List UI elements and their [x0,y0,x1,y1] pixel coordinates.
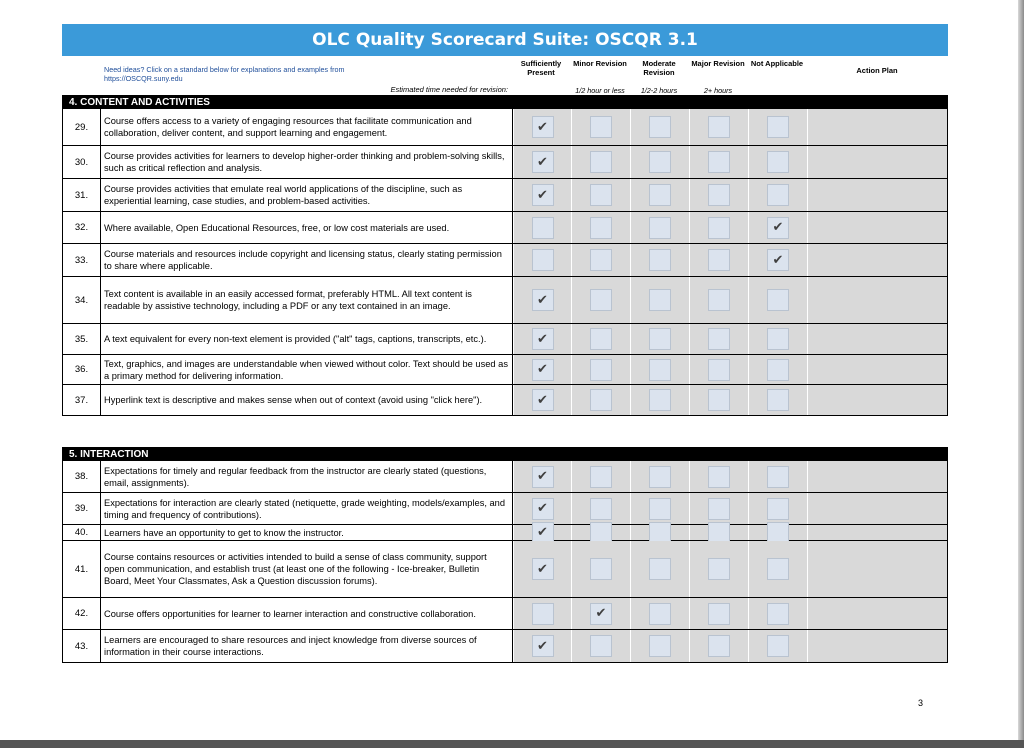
checkmark-icon: ✔ [537,469,548,484]
action-plan-field[interactable] [808,385,947,415]
major-revision-checkbox[interactable] [708,184,730,206]
rating-cell [690,277,749,323]
standard-number: 35. [63,324,101,354]
not-applicable-checkbox[interactable] [767,466,789,488]
rating-cell [513,244,572,276]
minor-revision-checkbox[interactable] [590,184,612,206]
col-minor-revision-header: Minor Revision [573,59,627,68]
rating-cell [631,541,690,597]
sufficiently-present-checkbox[interactable] [532,603,554,625]
rating-cell [749,461,808,492]
rating-cell [572,598,631,629]
rating-cell [572,355,631,384]
rating-cell [690,461,749,492]
rating-cell [572,146,631,178]
standard-number: 37. [63,385,101,415]
standard-number: 42. [63,598,101,629]
moderate-revision-checkbox[interactable] [649,151,671,173]
col-moderate-revision-header: Moderate Revision [642,59,676,77]
page-title: OLC Quality Scorecard Suite: OSCQR 3.1 [62,24,948,56]
standard-text-link[interactable]: Course contains resources or activities intended to build a sense of class community, support open communication, and establish trust (at least one of the following - Ice-breaker, Bulletin Board, Meet Your Classmates, Ask a Question discussion forums). [101,541,513,597]
standard-number: 33. [63,244,101,276]
moderate-revision-checkbox[interactable] [649,116,671,138]
rating-cell [690,244,749,276]
major-time-estimate: 2+ hours [703,86,733,95]
rating-cell [690,324,749,354]
minor-revision-checkbox[interactable] [590,289,612,311]
action-plan-field[interactable] [808,525,947,540]
checkmark-icon: ✔ [537,638,548,654]
action-plan-header: Action Plan [856,66,898,75]
minor-revision-checkbox[interactable] [590,498,612,520]
rating-cell [749,355,808,384]
action-plan-field[interactable] [808,598,947,629]
rating-cell [631,146,690,178]
standard-row [63,323,947,354]
moderate-revision-checkbox[interactable] [649,389,671,411]
standard-text-link[interactable]: Where available, Open Educational Resources, free, or low cost materials are used. [101,212,513,243]
rating-cell [631,109,690,145]
rating-cell [690,355,749,384]
moderate-revision-checkbox[interactable] [649,558,671,580]
rating-cell [749,109,808,145]
standard-row [63,211,947,243]
rating-cell [513,179,572,211]
page-bottom-edge [0,740,1024,748]
estimated-time-label: Estimated time needed for revision: [390,85,508,94]
minor-revision-checkbox[interactable] [590,249,612,271]
page-number: 3 [918,698,924,708]
rating-cell [572,109,631,145]
rating-cell [749,525,808,540]
not-applicable-checkbox[interactable] [767,184,789,206]
rating-cell [690,525,749,540]
rating-cell [513,277,572,323]
standard-number: 29. [63,109,101,145]
rating-cell [513,212,572,243]
standard-number: 31. [63,179,101,211]
moderate-revision-checkbox[interactable] [649,249,671,271]
rating-cell [749,598,808,629]
major-revision-checkbox[interactable] [708,249,730,271]
moderate-revision-checkbox[interactable] [649,184,671,206]
rating-cell [749,385,808,415]
sufficiently-present-checkbox[interactable] [532,359,554,381]
standard-number: 38. [63,461,101,492]
sufficiently-present-checkbox[interactable] [532,116,554,138]
rating-cell [572,493,631,524]
standard-number: 40. [63,525,101,540]
rating-cell [572,179,631,211]
rating-cell [749,541,808,597]
standard-text-link[interactable]: Text, graphics, and images are understandable when viewed without color. Text should be used as a primary method for delivering information. [101,355,513,384]
rating-cell [572,525,631,540]
rating-cell [749,277,808,323]
checkmark-icon: ✔ [537,154,548,170]
moderate-revision-checkbox[interactable] [649,359,671,381]
minor-revision-checkbox[interactable] [590,389,612,411]
checkmark-icon: ✔ [537,187,548,203]
minor-time-estimate: 1/2 hour or less [575,86,625,95]
rating-cell [749,212,808,243]
rating-cell [572,461,631,492]
major-revision-checkbox[interactable] [708,116,730,138]
rating-cell [631,525,690,540]
rating-cell [513,146,572,178]
minor-revision-checkbox[interactable] [590,217,612,239]
rating-cell [690,212,749,243]
section-content-activities [62,95,948,416]
rating-cell [690,109,749,145]
action-plan-field[interactable] [808,212,947,243]
rating-cell [749,493,808,524]
rating-cell [631,244,690,276]
sufficiently-present-checkbox[interactable] [532,328,554,350]
action-plan-field[interactable] [808,461,947,492]
major-revision-checkbox[interactable] [708,498,730,520]
checkmark-icon: ✔ [595,606,607,621]
rating-cell [513,525,572,540]
rating-cell [631,324,690,354]
sufficiently-present-checkbox[interactable] [532,498,554,520]
standard-text-link[interactable]: Learners have an opportunity to get to know the instructor. [101,525,513,540]
rating-cell [513,109,572,145]
minor-revision-checkbox[interactable] [590,603,612,625]
minor-revision-checkbox[interactable] [590,151,612,173]
standard-row [63,597,947,629]
checkmark-icon: ✔ [537,561,548,577]
col-not-applicable-header: Not Applicable [750,59,804,68]
major-revision-checkbox[interactable] [708,217,730,239]
major-revision-checkbox[interactable] [708,289,730,311]
action-plan-field[interactable] [808,493,947,524]
col-sufficiently-present-header: Sufficiently Present [520,59,562,77]
moderate-revision-checkbox[interactable] [649,289,671,311]
moderate-revision-checkbox[interactable] [649,217,671,239]
rating-cell [513,385,572,415]
minor-revision-checkbox[interactable] [590,328,612,350]
rating-cell [572,324,631,354]
minor-revision-checkbox[interactable] [590,558,612,580]
rating-cell [690,493,749,524]
standard-row [63,384,947,415]
major-revision-checkbox[interactable] [708,389,730,411]
major-revision-checkbox[interactable] [708,151,730,173]
not-applicable-checkbox[interactable] [767,328,789,350]
action-plan-field[interactable] [808,630,947,662]
col-major-revision-header: Major Revision [691,59,745,68]
section-interaction [62,447,948,663]
standard-row [63,109,947,145]
action-plan-field[interactable] [808,277,947,323]
rating-cell [572,277,631,323]
not-applicable-checkbox[interactable] [767,603,789,625]
sufficiently-present-checkbox[interactable] [532,217,554,239]
rating-cell [513,355,572,384]
standard-text-link[interactable]: Text content is available in an easily accessed format, preferably HTML. All text content is readable by assistive technology, including a PDF or any text contained in an image. [101,277,513,323]
major-revision-checkbox[interactable] [708,603,730,625]
checkmark-icon: ✔ [537,392,548,408]
standard-text-link[interactable]: Course provides activities that emulate real world applications of the discipline, such as experiential learning, case studies, and problem-based activities. [101,179,513,211]
standard-row [63,243,947,276]
rating-cell [513,541,572,597]
checkmark-icon: ✔ [537,292,548,308]
checkmark-icon: ✔ [537,331,548,347]
standard-number: 41. [63,541,101,597]
rating-cell [631,493,690,524]
not-applicable-checkbox[interactable] [767,151,789,173]
moderate-time-estimate: 1/2-2 hours [640,86,678,95]
not-applicable-checkbox[interactable] [767,498,789,520]
standard-row [63,354,947,384]
checkmark-icon: ✔ [537,362,548,377]
standard-number: 36. [63,355,101,384]
action-plan-field[interactable] [808,146,947,178]
major-revision-checkbox[interactable] [708,466,730,488]
action-plan-field[interactable] [808,244,947,276]
rating-cell [631,461,690,492]
action-plan-field[interactable] [808,355,947,384]
rating-cell [749,244,808,276]
rating-cell [572,212,631,243]
rating-cell [572,630,631,662]
standard-number: 30. [63,146,101,178]
not-applicable-checkbox[interactable] [767,558,789,580]
not-applicable-checkbox[interactable] [767,289,789,311]
standard-text-link[interactable]: Course provides activities for learners to develop higher-order thinking and problem-solving skills, such as critical reflection and analysis. [101,146,513,178]
standard-row [63,540,947,597]
minor-revision-checkbox[interactable] [590,635,612,657]
rating-cell [690,598,749,629]
standard-text-link[interactable]: Expectations for timely and regular feedback from the instructor are clearly stated (questions, email, assignments). [101,461,513,492]
standard-number: 39. [63,493,101,524]
rating-cell [513,630,572,662]
rating-cell [631,630,690,662]
rating-cell [513,324,572,354]
standard-text-link[interactable]: Hyperlink text is descriptive and makes sense when out of context (avoid using "click here"). [101,385,513,415]
standard-text-link[interactable]: Course offers access to a variety of engaging resources that facilitate communication and collaboration, deliver content, and support learning and engagement. [101,109,513,145]
rating-cell [631,385,690,415]
moderate-revision-checkbox[interactable] [649,328,671,350]
standard-text-link[interactable]: A text equivalent for every non-text element is provided ("alt" tags, captions, transcripts, etc.). [101,324,513,354]
checkmark-icon: ✔ [772,252,784,268]
standard-text-link[interactable]: Learners are encouraged to share resources and inject knowledge from diverse sources of information in their course interactions. [101,630,513,662]
sufficiently-present-checkbox[interactable] [532,466,554,488]
minor-revision-checkbox[interactable] [590,116,612,138]
rating-cell [513,461,572,492]
not-applicable-checkbox[interactable] [767,116,789,138]
action-plan-field[interactable] [808,109,947,145]
not-applicable-checkbox[interactable] [767,217,789,239]
sufficiently-present-checkbox[interactable] [532,184,554,206]
moderate-revision-checkbox[interactable] [649,498,671,520]
rating-cell [631,179,690,211]
checkmark-icon: ✔ [537,119,548,135]
major-revision-checkbox[interactable] [708,328,730,350]
rating-cell [690,179,749,211]
rating-cell [749,324,808,354]
rating-cell [749,630,808,662]
action-plan-field[interactable] [808,179,947,211]
not-applicable-checkbox[interactable] [767,249,789,271]
moderate-revision-checkbox[interactable] [649,603,671,625]
standard-number: 32. [63,212,101,243]
action-plan-field[interactable] [808,541,947,597]
sufficiently-present-checkbox[interactable] [532,389,554,411]
sufficiently-present-checkbox[interactable] [532,289,554,311]
sufficiently-present-checkbox[interactable] [532,558,554,580]
major-revision-checkbox[interactable] [708,635,730,657]
rating-cell [690,630,749,662]
sufficiently-present-checkbox[interactable] [532,635,554,657]
action-plan-field[interactable] [808,324,947,354]
rating-cell [631,355,690,384]
rating-cell [749,179,808,211]
page-edge-shadow [1018,0,1024,748]
standard-number: 43. [63,630,101,662]
standard-text-link[interactable]: Course materials and resources include copyright and licensing status, clearly stating permission to share where applicable. [101,244,513,276]
rating-cell [513,598,572,629]
sufficiently-present-checkbox[interactable] [532,249,554,271]
checkmark-icon: ✔ [772,220,784,235]
minor-revision-checkbox[interactable] [590,466,612,488]
sufficiently-present-checkbox[interactable] [532,151,554,173]
rating-cell [631,277,690,323]
section-title: 4. CONTENT AND ACTIVITIES [63,96,947,109]
standard-text-link[interactable]: Expectations for interaction are clearly stated (netiquette, grade weighting, models/examples, and timing and frequency of contributions). [101,493,513,524]
rating-cell [513,493,572,524]
major-revision-checkbox[interactable] [708,359,730,381]
rating-cell [631,598,690,629]
standard-row [63,461,947,492]
minor-revision-checkbox[interactable] [590,359,612,381]
standard-row [63,276,947,323]
moderate-revision-checkbox[interactable] [649,635,671,657]
section-title: 5. INTERACTION [63,448,947,461]
checkmark-icon: ✔ [537,525,548,540]
rating-cell [749,146,808,178]
standard-row [63,145,947,178]
moderate-revision-checkbox[interactable] [649,466,671,488]
standard-row [63,629,947,662]
standard-row [63,524,947,540]
rating-cell [572,244,631,276]
checkmark-icon: ✔ [537,501,548,516]
standard-number: 34. [63,277,101,323]
rating-cell [572,385,631,415]
rating-cell [690,385,749,415]
not-applicable-checkbox[interactable] [767,359,789,381]
standard-row [63,178,947,211]
major-revision-checkbox[interactable] [708,558,730,580]
not-applicable-checkbox[interactable] [767,635,789,657]
rating-cell [631,212,690,243]
ideas-hint-link[interactable]: Need ideas? Click on a standard below for explanations and examples from https://OSCQR.suny.edu [104,65,345,83]
not-applicable-checkbox[interactable] [767,389,789,411]
standard-text-link[interactable]: Course offers opportunities for learner to learner interaction and constructive collaboration. [101,598,513,629]
rating-cell [572,541,631,597]
standard-row [63,492,947,524]
rating-cell [690,541,749,597]
rating-cell [690,146,749,178]
